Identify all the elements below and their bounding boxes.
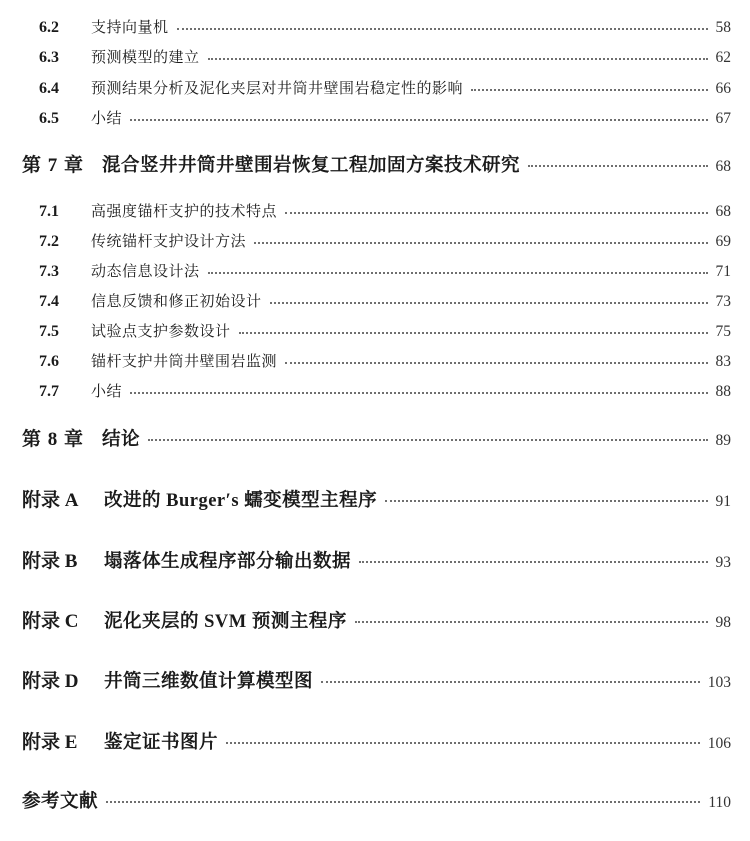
- dot-leader: [359, 561, 707, 563]
- section-title: 预测结果分析及泥化夹层对井筒井壁围岩稳定性的影响: [91, 79, 464, 97]
- page-number: 69: [715, 233, 731, 250]
- dot-leader: [254, 242, 707, 244]
- section-title: 试验点支护参数设计: [91, 322, 231, 340]
- toc-entry-appendix-d[interactable]: [0, 666, 750, 693]
- toc-entry-appendix-b[interactable]: [0, 546, 750, 573]
- page-number: 71: [715, 263, 731, 280]
- dot-leader: [106, 801, 700, 803]
- toc-entry-6-3[interactable]: [0, 46, 750, 67]
- appendix-title: 泥化夹层的 SVM 预测主程序: [104, 612, 347, 632]
- references-title: 参考文献: [22, 792, 99, 812]
- dot-leader: [285, 212, 707, 214]
- page-number: 83: [715, 353, 731, 370]
- section-number: 7.2: [39, 233, 59, 250]
- toc-entry-7-7[interactable]: [0, 380, 750, 401]
- section-number: 6.3: [39, 49, 59, 66]
- dot-leader: [208, 58, 708, 60]
- section-title: 动态信息设计法: [91, 262, 200, 280]
- appendix-number: 附录 A: [22, 490, 79, 511]
- section-number: 6.5: [39, 110, 59, 127]
- page-number: 103: [707, 674, 731, 691]
- section-title: 传统锚杆支护设计方法: [91, 232, 247, 250]
- appendix-title: 塌落体生成程序部分输出数据: [104, 552, 352, 572]
- chapter-title: 混合竖井井筒井壁围岩恢复工程加固方案技术研究: [102, 156, 521, 176]
- dot-leader: [239, 332, 708, 334]
- dot-leader: [130, 119, 707, 121]
- dot-leader: [177, 28, 708, 30]
- dot-leader: [528, 165, 707, 167]
- toc-entry-appendix-a[interactable]: [0, 485, 750, 512]
- appendix-title: 改进的 Burger′s 蠕变模型主程序: [104, 491, 378, 511]
- appendix-number: 附录 E: [22, 732, 78, 753]
- section-title: 锚杆支护井筒井壁围岩监测: [91, 352, 278, 370]
- toc-entry-7-5[interactable]: [0, 320, 750, 341]
- section-title: 小结: [91, 382, 123, 400]
- section-title: 高强度锚杆支护的技术特点: [91, 202, 278, 220]
- toc-entry-chapter-8[interactable]: [0, 424, 750, 451]
- page-number: 98: [715, 614, 731, 631]
- section-title: 小结: [91, 109, 123, 127]
- section-number: 7.7: [39, 383, 59, 400]
- section-number: 7.4: [39, 293, 59, 310]
- page-number: 93: [715, 554, 731, 571]
- section-number: 7.6: [39, 353, 59, 370]
- dot-leader: [285, 362, 707, 364]
- section-number: 6.2: [39, 19, 59, 36]
- section-title: 预测模型的建立: [91, 48, 200, 66]
- section-number: 7.5: [39, 323, 59, 340]
- section-title: 信息反馈和修正初始设计: [91, 292, 262, 310]
- toc-entry-references[interactable]: [0, 787, 750, 813]
- appendix-number: 附录 C: [22, 611, 79, 632]
- section-number: 7.3: [39, 263, 59, 280]
- dot-leader: [208, 272, 708, 274]
- appendix-title: 井筒三维数值计算模型图: [104, 672, 314, 692]
- dot-leader: [226, 742, 700, 744]
- section-title: 支持向量机: [91, 18, 169, 36]
- dot-leader: [355, 621, 708, 623]
- toc-entry-6-2[interactable]: [0, 16, 750, 37]
- appendix-number: 附录 B: [22, 551, 78, 572]
- toc-entry-7-4[interactable]: [0, 290, 750, 311]
- page-number: 89: [715, 432, 731, 449]
- toc-entry-7-1[interactable]: [0, 200, 750, 221]
- toc-entry-6-4[interactable]: [0, 77, 750, 98]
- toc-entry-chapter-7[interactable]: [0, 150, 750, 177]
- dot-leader: [270, 302, 708, 304]
- toc-entry-7-2[interactable]: [0, 230, 750, 251]
- dot-leader: [385, 500, 707, 502]
- page-number: 58: [715, 19, 731, 36]
- page-number: 73: [715, 293, 731, 310]
- chapter-title: 结论: [102, 430, 141, 450]
- appendix-number: 附录 D: [22, 671, 79, 692]
- toc-entry-appendix-e[interactable]: [0, 727, 750, 754]
- toc-entry-7-3[interactable]: [0, 260, 750, 281]
- toc-entry-appendix-c[interactable]: [0, 606, 750, 633]
- page-number: 106: [707, 735, 731, 752]
- toc-entry-7-6[interactable]: [0, 350, 750, 371]
- page-number: 75: [715, 323, 731, 340]
- dot-leader: [471, 89, 707, 91]
- dot-leader: [321, 681, 700, 683]
- page-number: 68: [715, 158, 731, 175]
- page-number: 88: [715, 383, 731, 400]
- section-number: 6.4: [39, 80, 59, 97]
- page-number: 62: [715, 49, 731, 66]
- page-number: 110: [708, 794, 731, 811]
- dot-leader: [130, 392, 707, 394]
- appendix-title: 鉴定证书图片: [104, 733, 219, 753]
- toc-entry-6-5[interactable]: [0, 107, 750, 128]
- chapter-number: 第 7 章: [22, 155, 85, 176]
- page-number: 67: [715, 110, 731, 127]
- page-number: 68: [715, 203, 731, 220]
- page-number: 66: [715, 80, 731, 97]
- page-number: 91: [715, 493, 731, 510]
- dot-leader: [148, 439, 707, 441]
- chapter-number: 第 8 章: [22, 429, 85, 450]
- section-number: 7.1: [39, 203, 59, 220]
